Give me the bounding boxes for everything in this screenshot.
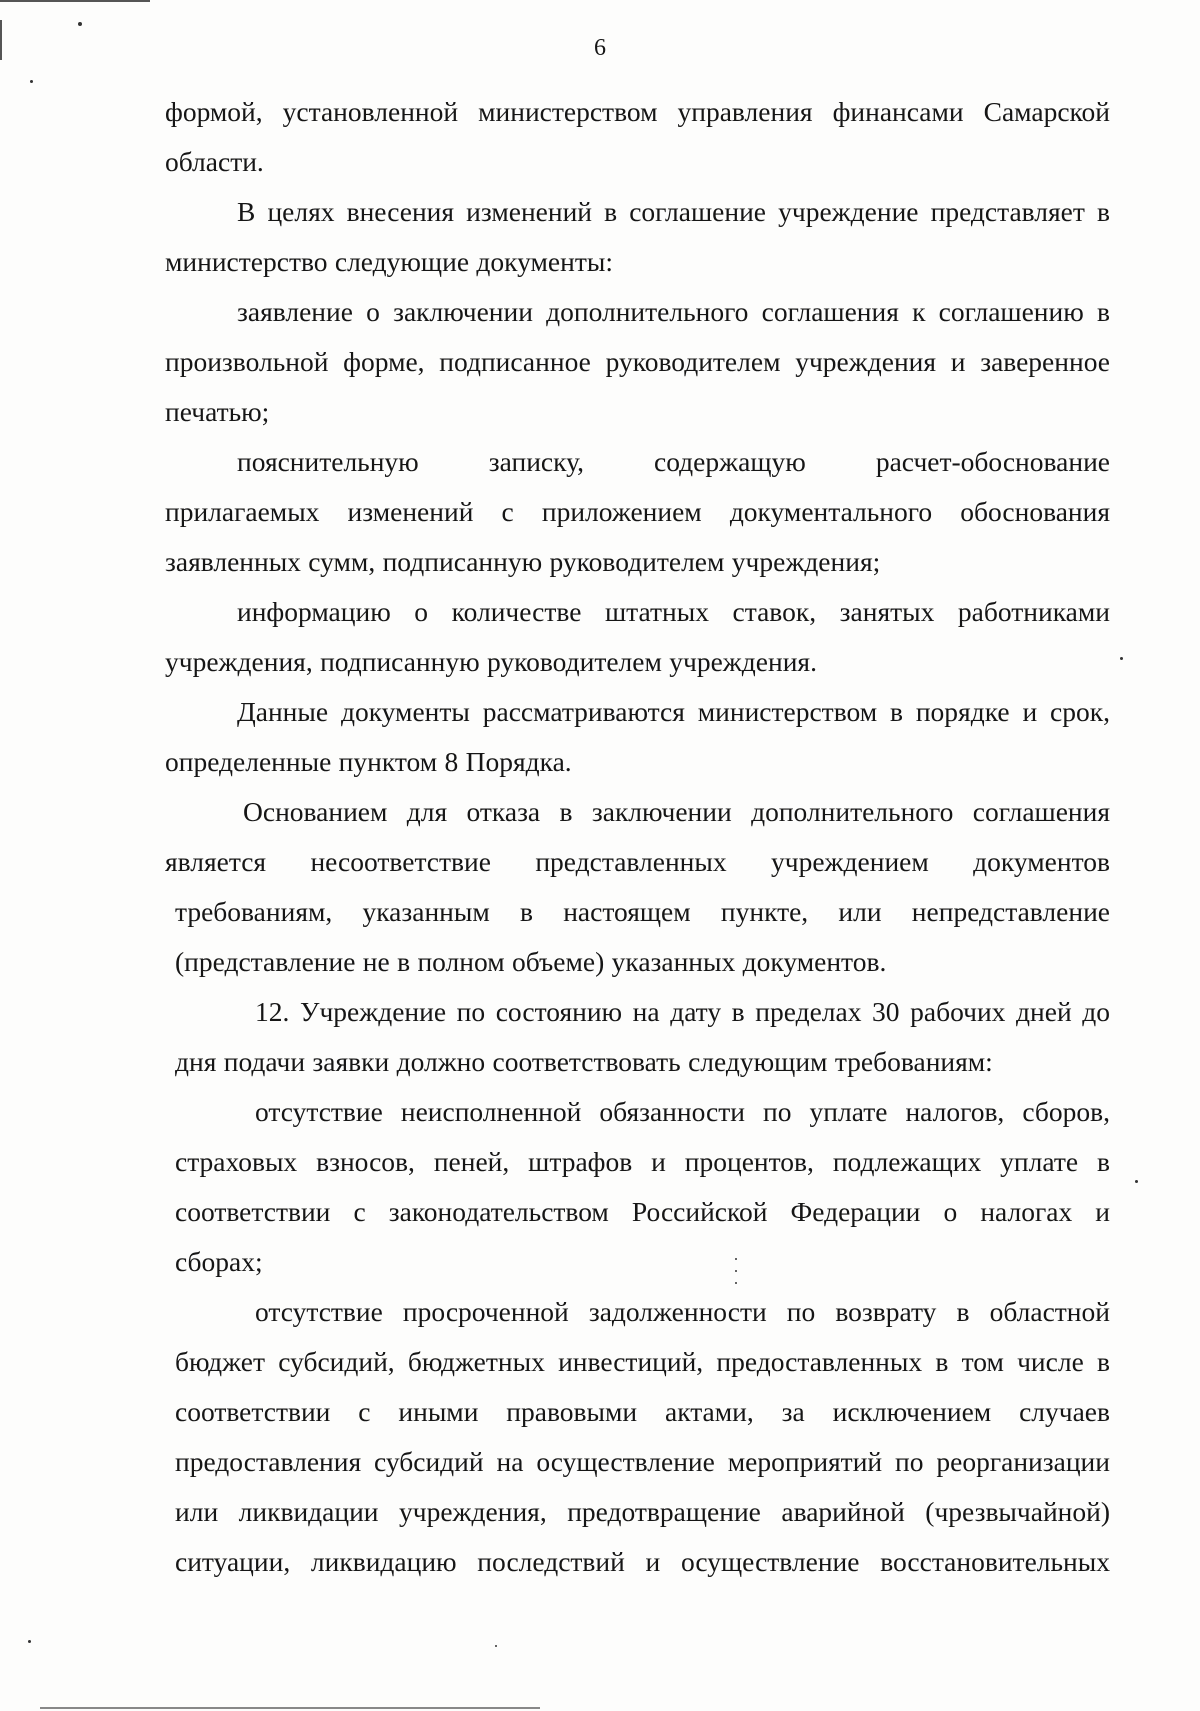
text-line: соответствии с законодательством Российской Федерации о налогах и — [175, 1196, 1110, 1227]
text-line: учреждения, подписанную руководителем учреждения. — [165, 646, 817, 677]
text-line: заявленных сумм, подписанную руководителем учреждения; — [165, 546, 881, 577]
scan-speck — [78, 22, 82, 26]
text-line: прилагаемых изменений с приложением документального обоснования — [165, 496, 1110, 527]
text-line: отсутствие просроченной задолженности по возврату в областной — [255, 1296, 1110, 1327]
text-line: пояснительную записку, содержащую расчет-обоснование — [237, 446, 1110, 477]
scan-edge-mark — [0, 20, 2, 60]
text-line: страховых взносов, пеней, штрафов и процентов, подлежащих уплате в — [175, 1146, 1110, 1177]
text-line: министерство следующие документы: — [165, 246, 613, 277]
text-line: является несоответствие представленных учреждением документов — [165, 846, 1110, 877]
scan-speck — [735, 1282, 737, 1284]
text-line: Данные документы рассматриваются министерством в порядке и срок, — [237, 696, 1110, 727]
scan-edge-mark — [40, 1707, 540, 1709]
text-line: печатью; — [165, 396, 270, 427]
text-line: (представление не в полном объеме) указанных документов. — [175, 946, 887, 977]
text-line: или ликвидации учреждения, предотвращение аварийной (чрезвычайной) — [175, 1496, 1110, 1527]
text-line: предоставления субсидий на осуществление мероприятий по реорганизации — [175, 1446, 1110, 1477]
text-line: определенные пунктом 8 Порядка. — [165, 746, 572, 777]
scan-speck — [1120, 657, 1123, 660]
text-line: Основанием для отказа в заключении дополнительного соглашения — [243, 796, 1110, 827]
text-line: ситуации, ликвидацию последствий и осуществление восстановительных — [175, 1546, 1110, 1577]
scan-speck — [495, 1645, 497, 1647]
text-line: области. — [165, 146, 264, 177]
text-line: соответствии с иными правовыми актами, за исключением случаев — [175, 1396, 1110, 1427]
text-line: заявление о заключении дополнительного соглашения к соглашению в — [237, 296, 1110, 327]
scan-speck — [735, 1258, 737, 1260]
scan-speck — [28, 1640, 31, 1643]
text-line: требованиям, указанным в настоящем пункте, или непредставление — [175, 896, 1110, 927]
text-line: бюджет субсидий, бюджетных инвестиций, предоставленных в том числе в — [175, 1346, 1110, 1377]
text-line: сборах; — [175, 1246, 263, 1277]
scan-speck — [1135, 1180, 1138, 1183]
text-line: дня подачи заявки должно соответствовать следующим требованиям: — [175, 1046, 993, 1077]
text-line: формой, установленной министерством управления финансами Самарской — [165, 96, 1110, 127]
scan-edge-mark — [0, 0, 150, 2]
text-line: 12. Учреждение по состоянию на дату в пределах 30 рабочих дней до — [255, 996, 1110, 1027]
text-line: произвольной форме, подписанное руководителем учреждения и заверенное — [165, 346, 1110, 377]
text-line: В целях внесения изменений в соглашение учреждение представляет в — [237, 196, 1110, 227]
text-line: информацию о количестве штатных ставок, занятых работниками — [237, 596, 1110, 627]
scan-speck — [30, 80, 33, 83]
text-line: отсутствие неисполненной обязанности по уплате налогов, сборов, — [255, 1096, 1110, 1127]
scan-speck — [735, 1270, 737, 1272]
page-number: 6 — [594, 35, 606, 61]
